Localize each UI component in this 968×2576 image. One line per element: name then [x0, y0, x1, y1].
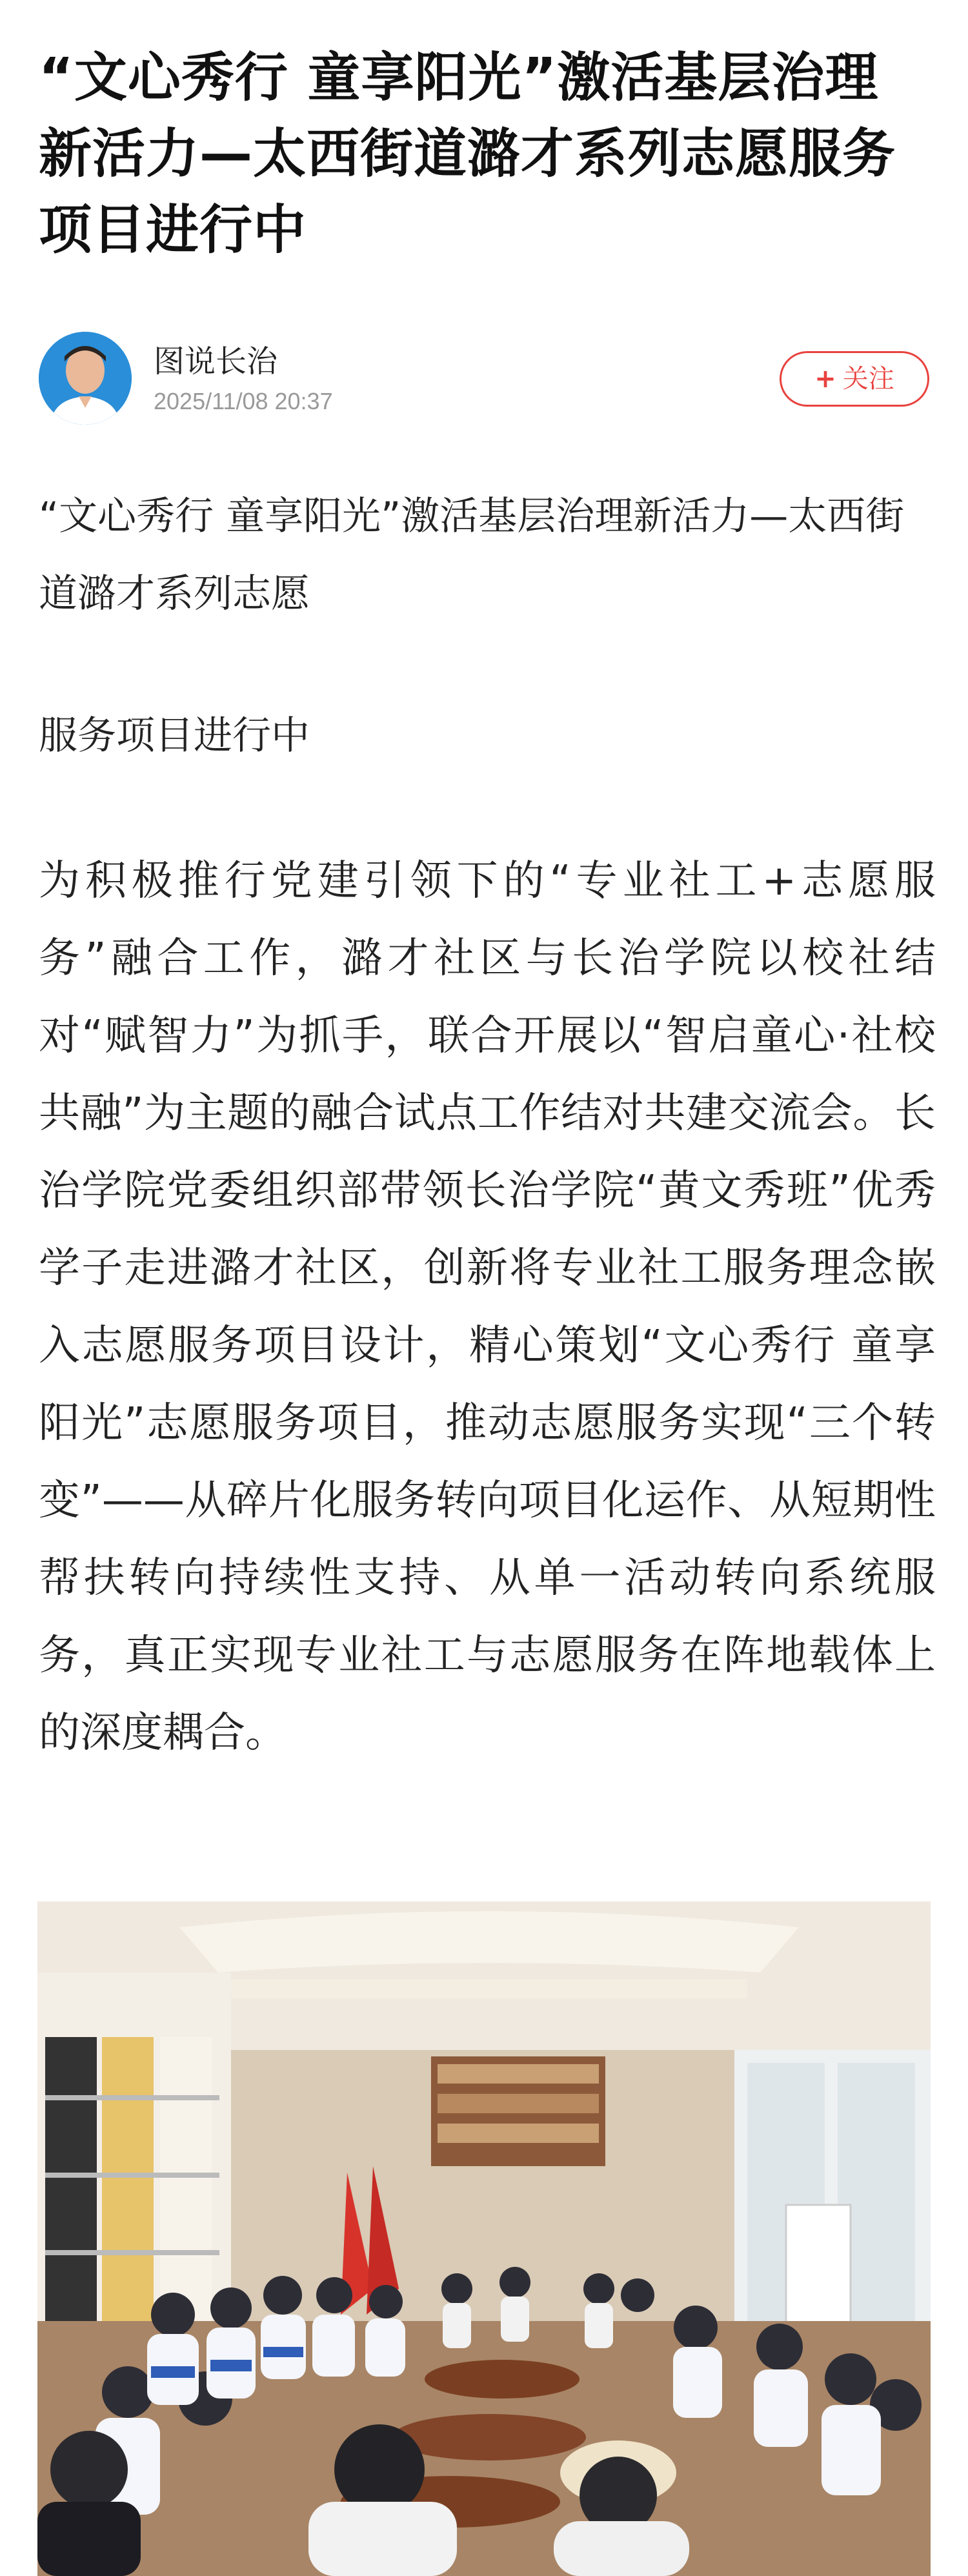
- follow-label: 关注: [842, 364, 894, 394]
- avatar-portrait: [39, 332, 132, 425]
- meeting-photo-illustration: [37, 1902, 931, 2576]
- author-row: [39, 330, 929, 427]
- person-avatar-icon[interactable]: [39, 332, 132, 425]
- post-timestamp: 2025/11/08 20:37: [154, 388, 333, 414]
- article-title: “文心秀行 童享阳光”激活基层治理新活力—太西街道潞才系列志愿服务项目进行中: [39, 47, 896, 261]
- body-paragraph: 为积极推行党建引领下的“专业社工+志愿服务”融合工作，潞才社区与长治学院以校社结对“赋智力”为抓手，联合开展以“智启童心·社校共融”为主题的融合试点工作结对共建交流会。长治学院党委组织部带领长治学院“黄文秀班”优秀学子走进潞才社区，创新将专业社工服务理念嵌入志愿服务项目设计，精心策划“文心秀行 童享阳光”志愿服务项目，推动志愿服务实现“三个转变”——从碎片化服务转向项目化运作、从短期性帮扶转向持续性支持、从单一活动转向系统服务，真正实现专业社工与志愿服务在阵地载体上的深度耦合。: [39, 857, 936, 1757]
- follow-button[interactable]: [780, 351, 929, 407]
- event-photo[interactable]: [37, 1902, 931, 2576]
- author-name[interactable]: 图说长治: [154, 343, 278, 380]
- subhead-paragraph: 服务项目进行中: [39, 713, 310, 758]
- intro-paragraph: “文心秀行 童享阳光”激活基层治理新活力—太西街道潞才系列志愿: [39, 494, 905, 616]
- plus-icon: +: [814, 364, 836, 394]
